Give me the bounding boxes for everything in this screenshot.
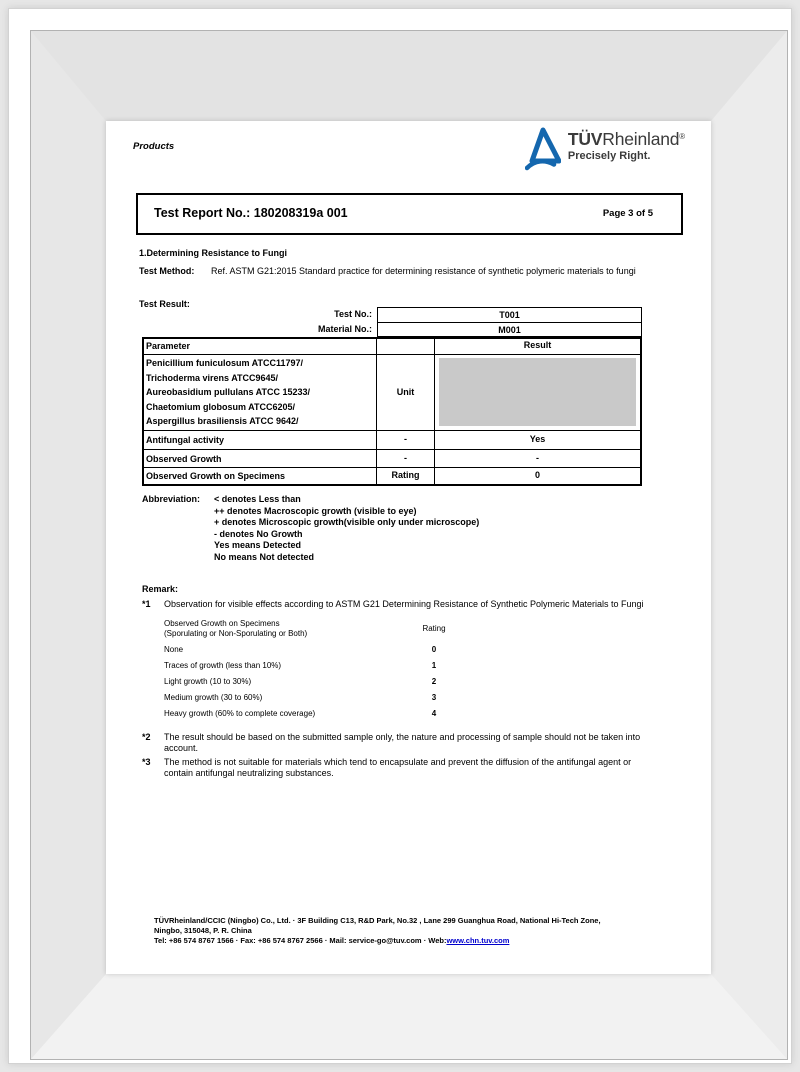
test-method-text: Ref. ASTM G21:2015 Standard practice for determining resistance of synthetic polymeric materials to fungi [211, 266, 636, 276]
row-parameter: Observed Growth on Specimens [144, 468, 377, 484]
abbreviation-line: Yes means Detected [214, 540, 302, 550]
abbreviation-line: + denotes Microscopic growth(visible only under microscope) [214, 517, 480, 527]
material-no-row [142, 322, 642, 337]
remark-marker: *1 [142, 599, 151, 610]
abbreviation-block [142, 494, 479, 563]
rating-header-line2: (Sporulating or Non-Sporulating or Both) [164, 628, 308, 638]
remark-block [142, 584, 652, 783]
table-row [144, 431, 640, 450]
footer-contact-text: Tel: +86 574 8767 1566 · Fax: +86 574 8767 2566 · Mail: service-go@tuv.com · Web: [154, 936, 447, 945]
logo-text [568, 127, 685, 164]
products-label: Products [133, 141, 175, 152]
rating-row [164, 706, 484, 722]
frame-matte [31, 31, 787, 1059]
rating-header-label: Rating [422, 623, 446, 633]
table-row [144, 450, 640, 468]
fungi-line: Chaetomium globosum ATCC6205/ [146, 401, 296, 412]
brand-tuv: TÜV [567, 129, 603, 149]
material-no-value: M001 [377, 322, 642, 337]
report-number: Test Report No.: 180208319a 001 [154, 206, 348, 221]
fungi-line: Penicillium funiculosum ATCC11797/ [146, 358, 304, 368]
rating-row-value: 2 [431, 676, 437, 686]
rating-row [164, 674, 484, 690]
parameter-header: Parameter [144, 339, 377, 354]
footer-address-line2: Ningbo, 315048, P. R. China [154, 926, 252, 935]
remark-item-2 [142, 732, 652, 755]
fungi-list [144, 355, 377, 430]
result-header: Result [523, 340, 552, 350]
test-result-label: Test Result: [139, 299, 190, 309]
fungi-row [144, 355, 640, 431]
redacted-result-box [439, 358, 636, 426]
rating-row-value: 3 [431, 692, 437, 702]
rating-header-left [164, 619, 404, 639]
remark-item-3 [142, 757, 652, 780]
rating-row-label: Traces of growth (less than 10%) [164, 660, 282, 670]
abbreviation-line: ++ denotes Macroscopic growth (visible to eye) [214, 505, 417, 516]
rating-header-line1: Observed Growth on Specimens [164, 618, 280, 628]
row-result: 0 [534, 470, 540, 480]
row-result: Yes [529, 434, 546, 444]
rating-row [164, 690, 484, 706]
fungi-result-cell [435, 355, 640, 430]
remark-text: The result should be based on the submitted sample only, the nature and processing of sample should not be taken into account. [164, 731, 641, 753]
remark-text: The method is not suitable for materials which tend to encapsulate and prevent the diffusion of the antifungal agent or contain antifungal neutralizing substances. [164, 757, 632, 779]
test-report-page [106, 121, 711, 974]
brand-name [568, 127, 685, 149]
abbreviation-line: < denotes Less than [214, 494, 301, 504]
rating-row-label: Light growth (10 to 30%) [164, 676, 252, 686]
section-heading: 1.Determining Resistance to Fungi [139, 248, 288, 258]
report-number-bar [136, 193, 683, 235]
abbreviation-label: Abbreviation: [142, 494, 201, 504]
picture-frame [8, 8, 792, 1064]
material-no-label: Material No.: [317, 324, 372, 334]
remark-marker: *2 [142, 731, 151, 742]
fungi-line: Aureobasidium pullulans ATCC 15233/ [146, 387, 311, 398]
rating-row [164, 658, 484, 674]
unit-header [377, 339, 435, 354]
fungi-line: Trichoderma virens ATCC9645/ [146, 372, 279, 383]
remark-marker: *3 [142, 757, 151, 767]
fungi-unit-cell: Unit [377, 355, 435, 430]
row-parameter: Observed Growth [144, 450, 377, 467]
rating-row-label: Medium growth (30 to 60%) [164, 692, 263, 702]
rating-row-value: 0 [431, 644, 437, 654]
row-unit: - [377, 450, 435, 467]
website-link[interactable]: www.chn.tuv.com [446, 936, 510, 945]
rating-row-label: Heavy growth (60% to complete coverage) [164, 708, 316, 718]
registered-mark: ® [679, 132, 685, 141]
remark-item-1 [142, 599, 652, 610]
row-parameter: Antifungal activity [144, 431, 377, 449]
result-table [142, 307, 642, 486]
row-result: - [536, 453, 539, 463]
fungi-line: Aspergillus brasiliensis ATCC 9642/ [146, 416, 299, 427]
rating-row-value: 4 [431, 708, 437, 718]
table-header-row [144, 339, 640, 355]
brand-rheinland: Rheinland [602, 129, 680, 149]
rating-row-label: None [164, 644, 184, 654]
abbreviation-line: No means Not detected [214, 551, 315, 562]
test-no-label: Test No.: [334, 309, 372, 319]
table-row [144, 468, 640, 484]
test-no-row [142, 307, 642, 322]
page-indicator: Page 3 of 5 [602, 208, 653, 220]
row-unit: - [377, 431, 435, 449]
footer-contact-line [154, 936, 674, 946]
footer-contact-block [154, 916, 674, 946]
abbreviation-line: - denotes No Growth [214, 528, 303, 539]
rating-row [164, 642, 484, 658]
test-no-value: T001 [377, 307, 642, 322]
abbreviation-lines [214, 494, 479, 563]
tuv-rheinland-logo [525, 127, 685, 174]
row-unit: Rating [377, 468, 435, 484]
rating-table [164, 619, 484, 722]
logo-tagline: Precisely Right. [567, 150, 651, 162]
remark-label: Remark: [142, 584, 179, 594]
result-table-body [142, 337, 642, 486]
footer-address-line1: TÜVRheinland/CCIC (Ningbo) Co., Ltd. · 3F Building C13, R&D Park, No.32 , Lane 299 Guanghua Road, National Hi-Tech Zone, [154, 916, 601, 925]
tuv-triangle-icon [525, 127, 561, 174]
test-method-row [139, 266, 673, 277]
rating-table-header [164, 619, 484, 639]
remark-text: Observation for visible effects according to ASTM G21 Determining Resistance of Synthetic Polymeric Materials to Fungi [164, 599, 644, 610]
test-method-label: Test Method: [139, 266, 195, 276]
rating-row-value: 1 [431, 660, 437, 670]
